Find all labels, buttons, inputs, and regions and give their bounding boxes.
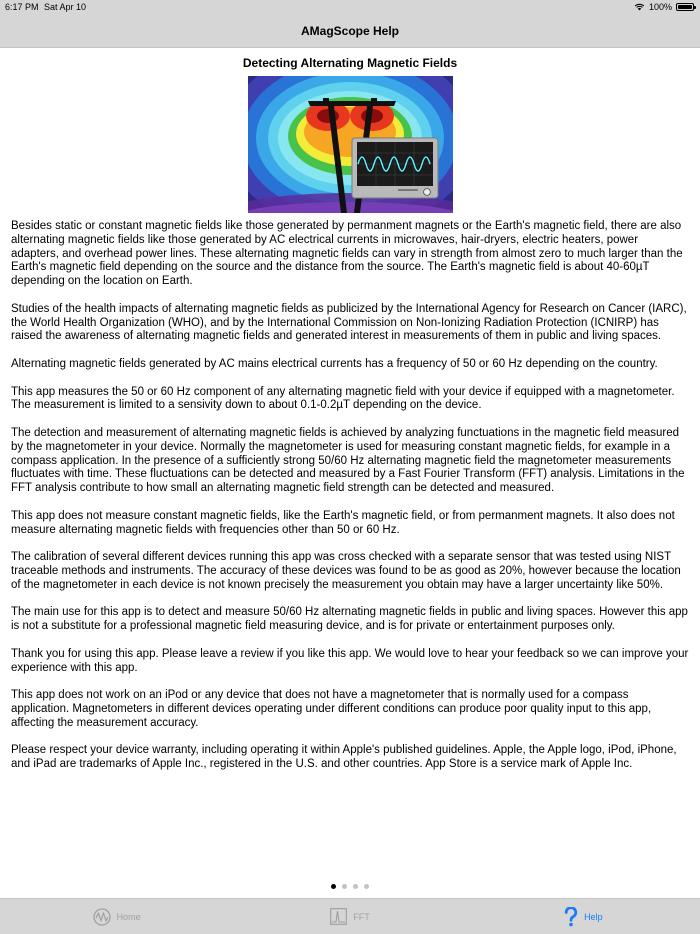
tab-home[interactable] <box>0 899 233 934</box>
tab-bar <box>0 898 700 934</box>
help-paragraph: Please respect your device warranty, including operating it within Apple's published guidelines. Apple, the Apple logo, iPod, iPhone, and iPad are trademarks of Apple Inc., registered in the U.S. and other countries. App Store is a service mark of Apple Inc. <box>11 744 677 771</box>
waveform-circle-icon <box>93 908 111 926</box>
magnetic-field-illustration <box>248 76 453 213</box>
status-right-group <box>634 2 694 12</box>
page-title: Detecting Alternating Magnetic Fields <box>242 56 458 70</box>
tab-fft[interactable] <box>233 899 466 934</box>
help-content[interactable] <box>0 49 700 879</box>
page-dot[interactable] <box>353 884 358 889</box>
help-paragraph: The calibration of several different devices running this app was cross checked with a separate sensor that was tested using NIST traceable methods and instruments. The accuracy of these devices was found to be as good as 20%, however because the location of the magnetometer in each device is not known precisely the measurement you obtain may have a larger uncertainty like 50%. <box>11 551 681 591</box>
help-paragraph: The detection and measurement of alternating magnetic fields is achieved by analyzing functuations in the magnetic field measured by the magnetometer in your device. Normally the magnetometer is used for measuring constant magnetic fields, for example in a compass application. In the presence of a sufficiently strong 50/60 Hz alternating magnetic field the magnetometer measurements fluctuates with time. These fluctuations can be detected and measured by a Fast Fourier Transform (FFT) analysis. Limitations in the FFT analysis contribute to how small an alternating magnetic field strength can be detected and measured. <box>11 426 685 495</box>
page-dot[interactable] <box>342 884 347 889</box>
help-paragraph: This app does not work on an iPod or any device that does not have a magnetometer that is normally used for a compass application. Magnetometers in different devices operating under different conditions can produce poor quality input to this app, affecting the measurement accuracy. <box>11 689 652 729</box>
status-bar <box>0 0 700 14</box>
fft-chart-icon <box>330 908 347 925</box>
status-time: 6:17 PM <box>5 2 39 12</box>
page-control[interactable] <box>0 884 700 889</box>
help-paragraph: The main use for this app is to detect and measure 50/60 Hz alternating magnetic fields in public and living spaces. However this app is not a substitute for a professional magnetic field measuring device, and is for private or entertainment purposes only. <box>11 606 688 633</box>
help-paragraph: Thank you for using this app. Please leave a review if you like this app. We would love to hear your feedback so we can improve your experience with this app. <box>11 647 689 674</box>
battery-percentage: 100% <box>648 2 672 12</box>
help-paragraph: Alternating magnetic fields generated by AC mains electrical currents has a frequency of 50 or 60 Hz depending on the country. <box>11 357 658 370</box>
status-date: Sat Apr 10 <box>44 2 87 12</box>
help-paragraph: Studies of the health impacts of alternating magnetic fields as publicized by the International Agency for Research on Cancer (IARC), the World Health Organization (WHO), and by the International Commission on Non-Ionizing Radiation Protection (ICNIRP) has raised the awareness of alternating magnetic fields and generated interest in measurements of them in public and living spaces. <box>11 302 687 343</box>
help-body <box>0 220 700 772</box>
tab-fft-label: FFT <box>353 911 370 922</box>
help-paragraph: This app does not measure constant magnetic fields, like the Earth's magnetic field, or from permanment magnets. It also does not measure alternating magnetic fields with frequencies other than 50 or 60 Hz. <box>11 509 675 536</box>
tab-home-label: Home <box>116 911 141 922</box>
help-paragraph: This app measures the 50 or 60 Hz component of any alternating magnetic field with your device if equipped with a magnetometer. The measurement is limited to a sensivity down to about 0.1-0.2µT depending on the device. <box>11 385 675 412</box>
wifi-icon <box>634 3 645 11</box>
nav-title: AMagScope Help <box>300 24 399 38</box>
page-dot[interactable] <box>364 884 369 889</box>
question-mark-icon <box>564 907 578 927</box>
tab-help-label: Help <box>584 911 603 922</box>
battery-icon <box>676 3 694 11</box>
navigation-bar <box>0 14 700 48</box>
page-dot[interactable] <box>331 884 336 889</box>
tab-help[interactable] <box>467 899 700 934</box>
help-paragraph: Besides static or constant magnetic fields like those generated by permanment magnets or the Earth's magnetic field, there are also alternating magnetic fields like those generated by AC electrical currents in microwaves, hair-dryers, electric heaters, power adapters, and overhead power lines. These alternating magnetic fields can vary in strength from almost zero to much larger than the Earth's magnetic field depending on the source and the distance from the source. The Earth's magnetic field is about 40-60µT depending on the location on Earth. <box>11 220 683 288</box>
